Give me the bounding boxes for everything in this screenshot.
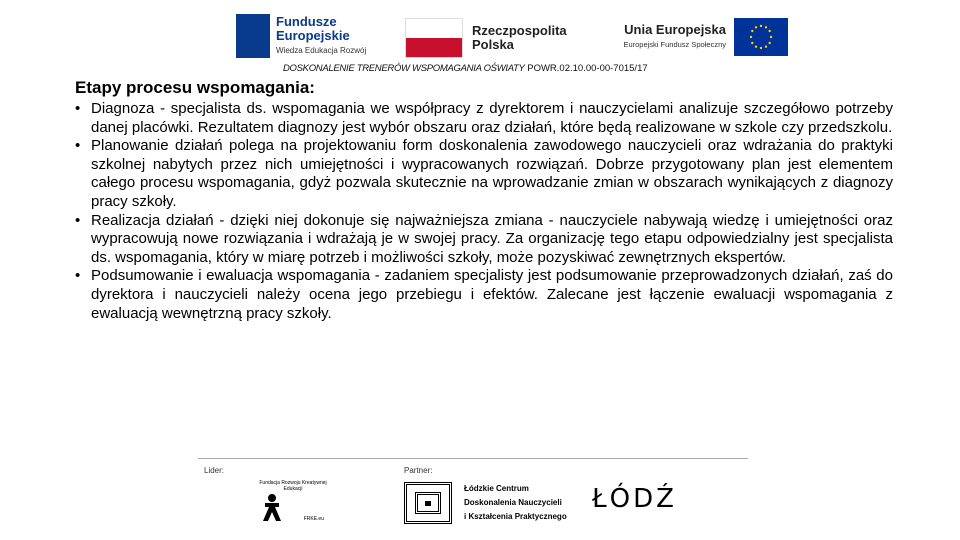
list-item: • Podsumowanie i ewaluacja wspomagania - zadaniem specjalisty jest podsumowanie przeprowadzonych działań, zaś do dyrektora i nauczycieli należy ocena jego przebiegu i efektów. Zalecane jest łączenie ewaluacji wspomagania z ewaluacją wewnętrzną pracy szkoły. — [75, 267, 893, 323]
ue-sub: Europejski Fundusz Społeczny — [623, 40, 726, 49]
partner-line1: Łódzkie Centrum — [464, 484, 529, 493]
list-item: • Diagnoza - specjalista ds. wspomagania we współpracy z dyrektorem i nauczycielami analizuje szczegółowo potrzeby danej placówki. Rezultatem diagnozy jest wybór obszaru oraz działań, które będą realizowane w szkole czy przedszkolu. — [75, 100, 893, 137]
lodz-logo: ŁÓDŹ — [592, 484, 677, 514]
eu-flag-icon — [734, 18, 788, 56]
page-title: Etapy procesu wspomagania: — [75, 78, 315, 97]
partner-line3: i Kształcenia Praktycznego — [464, 512, 567, 521]
lider-logo-text: Fundacja Rozwoju Kreatywnej Edukacji — [259, 480, 327, 492]
project-name: DOSKONALENIE TRENERÓW WSPOMAGANIA OŚWIATY — [283, 63, 525, 74]
fe-line2: Europejskie — [276, 28, 350, 43]
lcdnikp-logo-icon — [404, 482, 452, 524]
lider-logo — [258, 480, 328, 526]
fe-logo-text — [276, 15, 350, 43]
lider-logo-small: FRKE.eu — [303, 516, 324, 522]
fundusze-europejskie-logo-icon — [236, 14, 270, 58]
rp-line1: Rzeczpospolita — [472, 23, 567, 38]
rp-line2: Polska — [472, 37, 514, 52]
partner-line2: Doskonalenia Nauczycieli — [464, 498, 562, 507]
project-code — [283, 63, 648, 74]
fe-line1: Fundusze — [276, 14, 337, 29]
stages-list — [75, 100, 893, 323]
ue-logo-text — [590, 22, 726, 49]
person-icon — [260, 492, 290, 522]
rp-logo-text — [472, 24, 567, 52]
list-item: • Realizacja działań - dzięki niej dokonuje się najważniejsza zmiana - nauczyciele nabywają wiedzę i umiejętności oraz wypracowują nowe rozwiązania i wdrażają je w swojej pracy. Za organizację tego etapu odpowiedzialny jest specjalista ds. wspomagania, który w miarę potrzeb i możliwości szkoły, może pozyskiwać zewnętrznych ekspertów. — [75, 212, 893, 268]
list-item: • Planowanie działań polega na projektowaniu form doskonalenia zawodowego nauczycieli oraz wdrażania do praktyki szkolnej nabytych przez nich umiejętności i wypracowanych rozwiązań. Dobrze przygotowany plan jest elementem całego procesu wspomagania, gdyż pozwala skutecznie na wprowadzanie zmian w obszarach wynikających z diagnozy pracy szkoły. — [75, 137, 893, 211]
lider-label: Lider: — [204, 466, 225, 475]
project-number: POWR.02.10.00-00-7015/17 — [524, 63, 648, 74]
partner-name — [464, 482, 567, 524]
fe-sub: Wiedza Edukacja Rozwój — [276, 46, 367, 55]
ue-title: Unia Europejska — [624, 22, 726, 37]
polish-flag-icon — [405, 18, 463, 58]
footer-divider — [198, 458, 748, 459]
partner-label: Partner: — [404, 466, 433, 475]
